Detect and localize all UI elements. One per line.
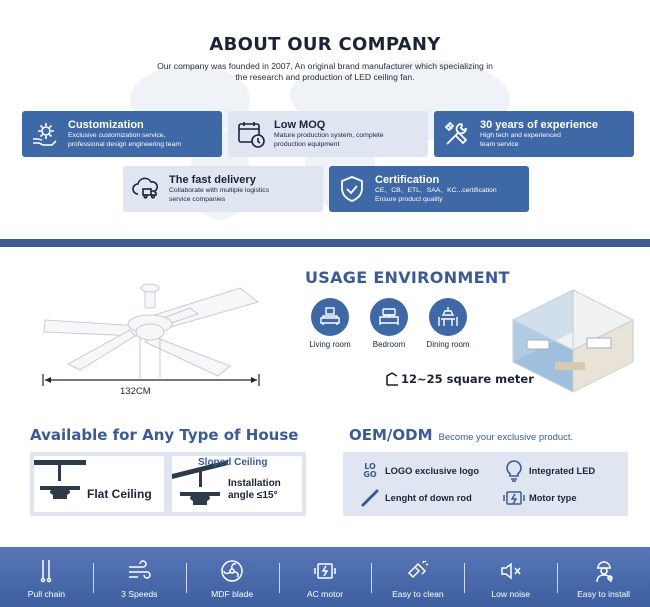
bar-item-label: Easy to install — [577, 589, 631, 599]
cloud-truck-icon — [131, 174, 161, 204]
bar-item-mdf-blade — [186, 547, 279, 607]
tools-icon — [442, 119, 472, 149]
hand-clean-icon — [406, 559, 430, 583]
feature-desc: Collaborate with multiple logistics — [169, 187, 270, 194]
dining-table-icon — [436, 305, 460, 329]
feature-desc: High tech and experienced — [480, 132, 561, 139]
area-corner-icon — [385, 372, 399, 386]
wind-speed-icon — [127, 559, 151, 583]
flat-ceiling-label: Flat Ceiling — [87, 487, 152, 501]
worker-icon — [592, 559, 616, 583]
room-bedroom — [359, 298, 419, 349]
feature-title: 30 years of experience — [480, 119, 599, 131]
pull-chain-icon — [34, 559, 58, 583]
oem-item-label: Lenght of down rod — [385, 493, 472, 503]
flat-ceiling-card — [34, 456, 164, 512]
oem-item-logo — [359, 460, 479, 482]
shield-check-icon — [337, 174, 367, 204]
gear-hand-icon — [30, 119, 60, 149]
feature-title: Customization — [68, 119, 144, 131]
bar-item-label: Low noise — [491, 589, 531, 599]
bar-item-easy-install — [557, 547, 650, 607]
bar-item-ac-motor — [279, 547, 372, 607]
feature-title: Certification — [375, 174, 440, 186]
bed-icon — [377, 305, 401, 329]
ceiling-fan-illustration — [40, 280, 270, 380]
bar-item-label: Pull chain — [27, 589, 66, 599]
feature-desc: service companies — [169, 196, 226, 203]
feature-certification — [329, 166, 529, 212]
bar-item-label: AC motor — [306, 589, 344, 599]
installation-angle-line2: angle ≤15° — [228, 490, 278, 501]
motor-icon — [503, 487, 525, 509]
oem-item-motor — [503, 487, 577, 509]
feature-desc: CE、CB、ETL、SAA、KC...certification — [375, 187, 497, 194]
installation-angle — [228, 478, 281, 502]
feature-low-moq — [228, 111, 428, 157]
about-title: ABOUT OUR COMPANY — [209, 34, 441, 55]
oem-item-label: LOGO exclusive logo — [385, 466, 480, 476]
bulb-icon — [503, 460, 525, 482]
bar-item-pull-chain — [0, 547, 93, 607]
room-label: Living room — [309, 340, 351, 349]
feature-desc: Exclusive customization service, — [68, 132, 166, 139]
fan-size-label: 132CM — [120, 386, 151, 397]
feature-desc: production equipment — [274, 141, 340, 148]
about-intro-line2: the research and production of LED ceiling fan. — [235, 72, 415, 82]
room-3d-illustration — [505, 282, 640, 394]
oem-item-label: Motor type — [529, 493, 577, 503]
feature-title: Low MOQ — [274, 119, 326, 131]
oem-item-downrod — [359, 487, 472, 509]
sofa-icon — [318, 305, 342, 329]
feature-bar — [0, 547, 650, 607]
room-label: Dining room — [426, 340, 470, 349]
oem-panel — [343, 452, 628, 516]
feature-desc: Ensure product quality — [375, 196, 443, 203]
logo-text-icon — [359, 460, 381, 482]
about-intro-line1: Our company was founded in 2007, An original brand manufacturer which specializing in — [157, 61, 493, 71]
bar-item-label: 3 Speeds — [121, 589, 158, 599]
oem-item-led — [503, 460, 595, 482]
logo-glyph-top: LO — [364, 462, 376, 471]
installation-angle-line1: Installation — [228, 478, 281, 489]
oem-item-label: Integrated LED — [529, 466, 596, 476]
calendar-clock-icon — [236, 119, 266, 149]
house-types-title: Available for Any Type of House — [30, 426, 299, 444]
bar-item-speeds — [93, 547, 186, 607]
downrod-icon — [359, 487, 381, 509]
feature-desc: team service — [480, 141, 519, 148]
dimension-line — [42, 373, 260, 387]
bar-item-label: MDF blade — [211, 589, 254, 599]
feature-desc: professional design engineering team — [68, 141, 181, 148]
usage-title: USAGE ENVIRONMENT — [305, 268, 510, 287]
motor-icon — [313, 559, 337, 583]
oem-subtitle: Become your exclusive product. — [438, 432, 574, 443]
room-label: Bedroom — [372, 340, 406, 349]
sloped-ceiling-label: Sloped Ceiling — [198, 457, 268, 468]
about-intro — [110, 61, 540, 83]
oem-title: OEM/ODM — [349, 426, 433, 444]
area-value: 12~25 square meter — [401, 372, 534, 386]
section-divider — [0, 239, 650, 247]
feature-title: The fast delivery — [169, 174, 256, 186]
feature-experience — [434, 111, 634, 157]
oem-heading — [349, 426, 573, 444]
bar-item-label: Easy to clean — [392, 589, 444, 599]
bar-item-easy-clean — [371, 547, 464, 607]
bar-item-low-noise — [464, 547, 557, 607]
about-section — [0, 0, 650, 240]
room-dining — [418, 298, 478, 349]
speaker-mute-icon — [499, 559, 523, 583]
room-living — [300, 298, 360, 349]
feature-desc: Mature production system, complete — [274, 132, 384, 139]
fan-blade-icon — [220, 559, 244, 583]
logo-glyph-bottom: GO — [363, 470, 377, 479]
feature-fast-delivery — [123, 166, 323, 212]
flat-ceiling-fan-icon — [34, 456, 86, 512]
feature-customization — [22, 111, 222, 157]
